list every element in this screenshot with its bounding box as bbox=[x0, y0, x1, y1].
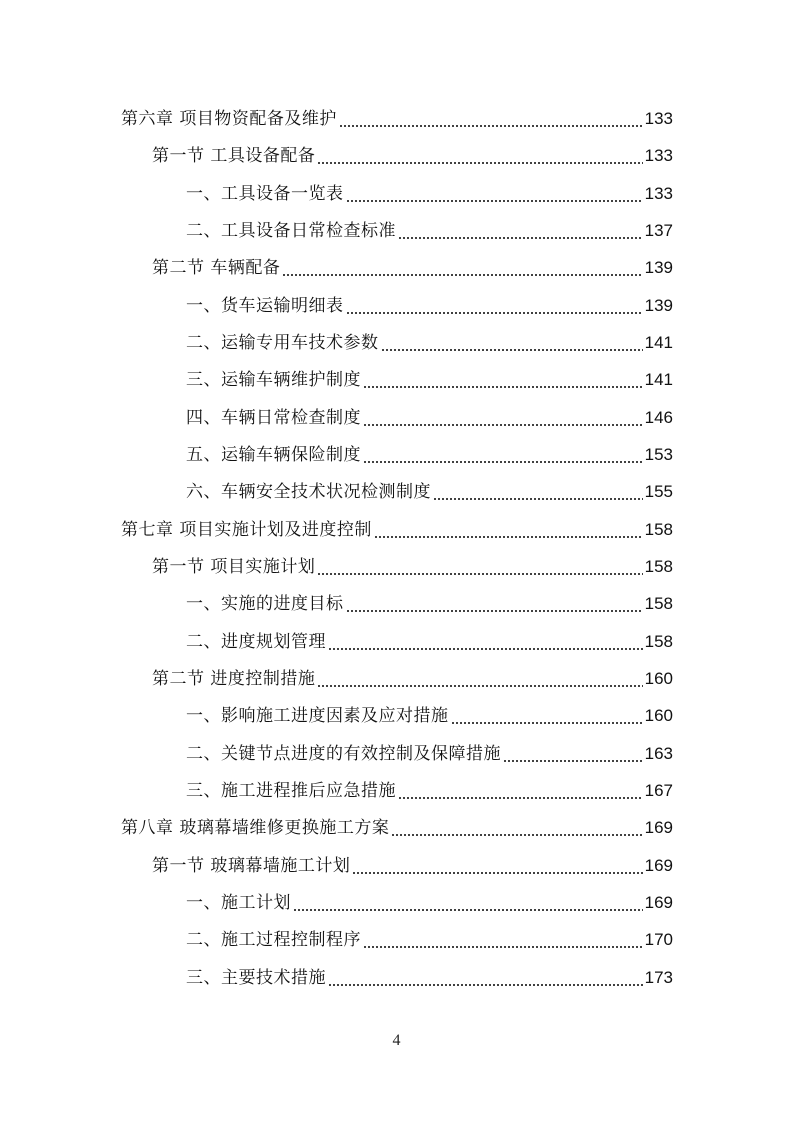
toc-entry-title: 第二节 车辆配备 bbox=[152, 258, 281, 278]
toc-entry[interactable] bbox=[186, 436, 673, 466]
toc-entry[interactable] bbox=[186, 884, 673, 914]
dot-leader bbox=[328, 631, 643, 653]
toc-entry-page: 133 bbox=[644, 109, 673, 128]
toc-entry-page: 139 bbox=[644, 258, 673, 277]
toc-entry[interactable] bbox=[152, 660, 673, 690]
dot-leader bbox=[352, 855, 642, 877]
toc-entry-title: 一、实施的进度目标 bbox=[186, 594, 344, 614]
toc-entry[interactable] bbox=[152, 249, 673, 279]
toc-entry[interactable] bbox=[186, 959, 673, 989]
toc-entry-title: 一、影响施工进度因素及应对措施 bbox=[186, 706, 449, 726]
toc-entry-title: 二、进度规划管理 bbox=[186, 632, 326, 652]
toc-entry[interactable] bbox=[121, 100, 673, 130]
toc-entry[interactable] bbox=[186, 324, 673, 354]
toc-entry[interactable] bbox=[121, 809, 673, 839]
toc-entry[interactable] bbox=[152, 548, 673, 578]
toc-entry-page: 155 bbox=[644, 482, 673, 501]
toc-entry-page: 173 bbox=[644, 968, 673, 987]
toc-entry[interactable] bbox=[186, 697, 673, 727]
toc-entry[interactable] bbox=[186, 921, 673, 951]
dot-leader bbox=[317, 145, 642, 167]
toc-entry-page: 163 bbox=[644, 744, 673, 763]
dot-leader bbox=[503, 743, 643, 765]
toc-entry-title: 二、运输专用车技术参数 bbox=[186, 333, 379, 353]
toc-entry-page: 160 bbox=[644, 669, 673, 688]
toc-entry-page: 133 bbox=[644, 184, 673, 203]
toc-entry-title: 三、运输车辆维护制度 bbox=[186, 370, 361, 390]
toc-entry-title: 三、施工进程推后应急措施 bbox=[186, 781, 396, 801]
dot-leader bbox=[346, 295, 643, 317]
dot-leader bbox=[346, 593, 643, 615]
dot-leader bbox=[339, 108, 643, 130]
toc-entry-page: 158 bbox=[644, 632, 673, 651]
toc-entry-page: 146 bbox=[644, 408, 673, 427]
toc-entry-page: 169 bbox=[644, 893, 673, 912]
toc-entry-title: 一、货车运输明细表 bbox=[186, 296, 344, 316]
dot-leader bbox=[346, 183, 643, 205]
toc-entry-page: 169 bbox=[644, 818, 673, 837]
toc-entry-title: 一、施工计划 bbox=[186, 893, 291, 913]
toc-entry-title: 第一节 项目实施计划 bbox=[152, 557, 316, 577]
dot-leader bbox=[317, 668, 642, 690]
toc-entry-title: 第八章 玻璃幕墙维修更换施工方案 bbox=[121, 818, 390, 838]
toc-entry-page: 170 bbox=[644, 930, 673, 949]
dot-leader bbox=[363, 369, 643, 391]
toc-entry-page: 158 bbox=[644, 557, 673, 576]
toc-entry-title: 二、工具设备日常检查标准 bbox=[186, 221, 396, 241]
dot-leader bbox=[398, 780, 643, 802]
toc-entry[interactable] bbox=[186, 287, 673, 317]
toc-entry-page: 137 bbox=[644, 221, 673, 240]
toc-entry-title: 一、工具设备一览表 bbox=[186, 184, 344, 204]
toc-entry-page: 169 bbox=[644, 856, 673, 875]
toc-entry-page: 167 bbox=[644, 781, 673, 800]
dot-leader bbox=[381, 332, 643, 354]
toc-entry[interactable] bbox=[186, 772, 673, 802]
toc-entry-title: 四、车辆日常检查制度 bbox=[186, 408, 361, 428]
toc-entry-page: 141 bbox=[644, 333, 673, 352]
toc-entry-title: 六、车辆安全技术状况检测制度 bbox=[186, 482, 431, 502]
toc-entry-page: 139 bbox=[644, 296, 673, 315]
toc-entry-title: 第一节 工具设备配备 bbox=[152, 146, 316, 166]
dot-leader bbox=[328, 967, 643, 989]
toc-entry[interactable] bbox=[186, 623, 673, 653]
toc-entry[interactable] bbox=[152, 847, 673, 877]
toc-entry[interactable] bbox=[186, 585, 673, 615]
page-number: 4 bbox=[392, 1032, 401, 1049]
toc-entry-page: 141 bbox=[644, 370, 673, 389]
dot-leader bbox=[363, 407, 643, 429]
toc-entry-title: 第六章 项目物资配备及维护 bbox=[121, 109, 337, 129]
toc-entry-title: 二、关键节点进度的有效控制及保障措施 bbox=[186, 744, 501, 764]
toc-entry-page: 158 bbox=[644, 520, 673, 539]
toc-entry-page: 158 bbox=[644, 594, 673, 613]
dot-leader bbox=[398, 220, 643, 242]
dot-leader bbox=[363, 929, 643, 951]
toc-entry[interactable] bbox=[186, 735, 673, 765]
dot-leader bbox=[282, 257, 642, 279]
toc-entry-title: 第二节 进度控制措施 bbox=[152, 669, 316, 689]
dot-leader bbox=[293, 892, 643, 914]
dot-leader bbox=[317, 556, 642, 578]
toc-entry-title: 第一节 玻璃幕墙施工计划 bbox=[152, 856, 351, 876]
toc-entry-page: 160 bbox=[644, 706, 673, 725]
toc-entry[interactable] bbox=[152, 137, 673, 167]
toc-entry-title: 第七章 项目实施计划及进度控制 bbox=[121, 520, 372, 540]
toc-entry-page: 153 bbox=[644, 445, 673, 464]
toc-entry[interactable] bbox=[186, 473, 673, 503]
dot-leader bbox=[433, 481, 643, 503]
toc-entry[interactable] bbox=[186, 212, 673, 242]
toc-entry-title: 五、运输车辆保险制度 bbox=[186, 445, 361, 465]
toc-entry[interactable] bbox=[186, 361, 673, 391]
dot-leader bbox=[451, 705, 643, 727]
toc-entry-title: 三、主要技术措施 bbox=[186, 968, 326, 988]
toc-entry-title: 二、施工过程控制程序 bbox=[186, 930, 361, 950]
toc-entry-page: 133 bbox=[644, 146, 673, 165]
dot-leader bbox=[374, 519, 643, 541]
toc-entry[interactable] bbox=[186, 399, 673, 429]
toc-entry[interactable] bbox=[186, 175, 673, 205]
toc-entry[interactable] bbox=[121, 511, 673, 541]
dot-leader bbox=[363, 444, 643, 466]
dot-leader bbox=[391, 817, 642, 839]
